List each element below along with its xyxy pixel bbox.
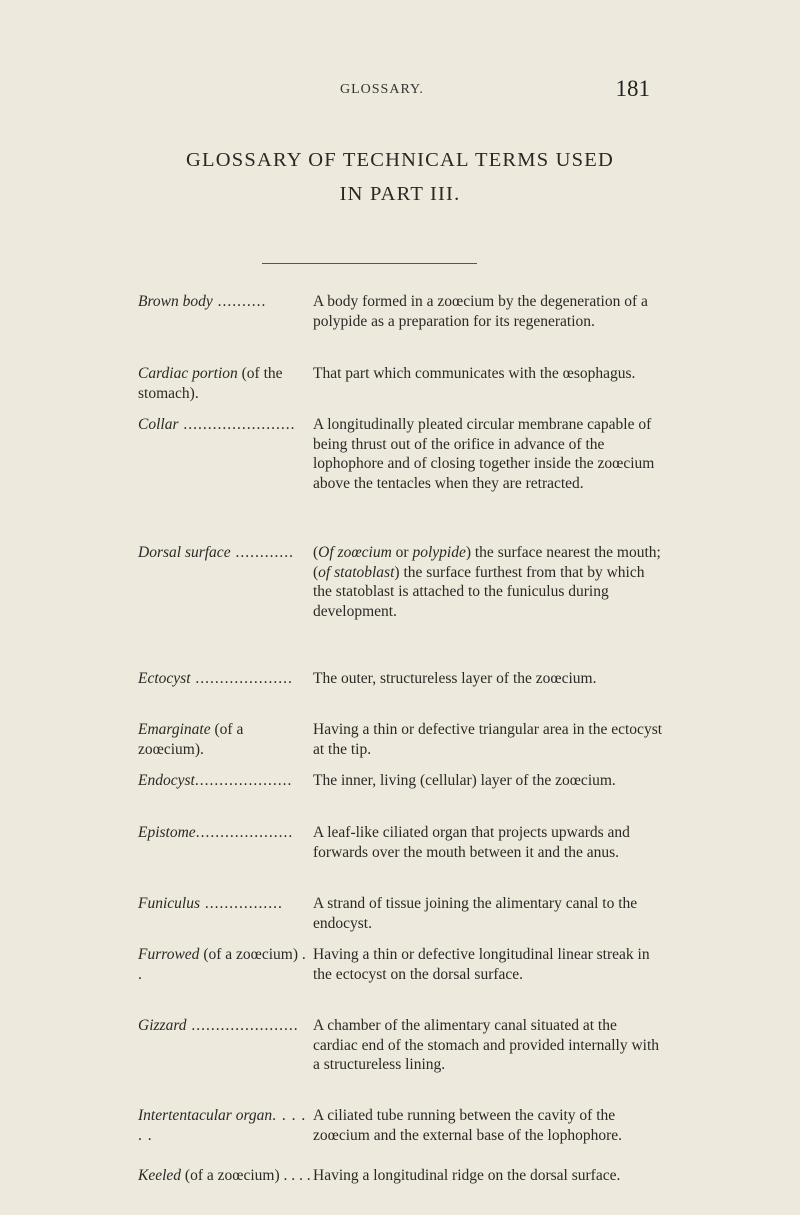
title-rule bbox=[262, 263, 477, 264]
entry-definition: A chamber of the alimentary canal situated at the cardiac end of the stomach and provided internally with a structureless lining. bbox=[313, 1017, 660, 1073]
entry-definition: The inner, living (cellular) layer of the zoœcium. bbox=[313, 772, 616, 789]
running-head bbox=[0, 76, 800, 100]
entry-term: Intertentacular organ. . . . . . bbox=[138, 1107, 307, 1144]
page-title-line-2: IN PART III. bbox=[339, 183, 461, 205]
entry-definition: A body formed in a zoœcium by the degeneration of a polypide as a preparation for its regeneration. bbox=[313, 293, 648, 330]
entry-definition: A longitudinally pleated circular membrane capable of being thrust out of the orifice in advance of the lophophore and of closing together inside the zoœcium above the tentacles when they are retracted. bbox=[313, 416, 655, 492]
running-head-title: GLOSSARY. bbox=[340, 82, 424, 97]
entry-definition: A ciliated tube running between the cavity of the zoœcium and the external base of the lophophore. bbox=[313, 1107, 623, 1144]
entry-term: Gizzard ...................... bbox=[138, 1017, 299, 1034]
entry-definition: A strand of tissue joining the alimentary canal to the endocyst. bbox=[313, 895, 638, 932]
entry-term: Collar ....................... bbox=[138, 416, 296, 433]
entry-term: Funiculus ................ bbox=[138, 895, 283, 912]
page-title-line-1: GLOSSARY OF TECHNICAL TERMS USED bbox=[186, 149, 614, 171]
entry-term: Endocyst.................... bbox=[138, 772, 293, 789]
entry-definition: (Of zoœcium or polypide) the surface nearest the mouth; (of statoblast) the surface furthest from that by which the statoblast is attached to the funiculus during development. bbox=[313, 544, 661, 620]
page-number: 181 bbox=[615, 76, 650, 101]
entry-term: Furrowed (of a zoœcium) . . bbox=[138, 946, 306, 983]
entry-definition: Having a thin or defective longitudinal linear streak in the ectocyst on the dorsal surface. bbox=[313, 946, 650, 983]
entry-definition: Having a longitudinal ridge on the dorsal surface. bbox=[313, 1167, 621, 1184]
entry-term: Epistome.................... bbox=[138, 824, 294, 841]
entry-term: Emarginate (of a zoœcium). bbox=[138, 721, 244, 758]
entry-term: Brown body .......... bbox=[138, 293, 267, 310]
entry-term: Keeled (of a zoœcium) . . . . bbox=[138, 1167, 311, 1184]
entry-term: Cardiac portion (of the stomach). bbox=[138, 365, 283, 402]
entry-definition: The outer, structureless layer of the zoœcium. bbox=[313, 670, 597, 687]
entry-term: Dorsal surface ............ bbox=[138, 544, 294, 561]
page-title bbox=[0, 143, 800, 211]
entry-definition: That part which communicates with the œsophagus. bbox=[313, 365, 636, 382]
entry-definition: A leaf-like ciliated organ that projects upwards and forwards over the mouth between it and the anus. bbox=[313, 824, 630, 861]
entry-definition: Having a thin or defective triangular area in the ectocyst at the tip. bbox=[313, 721, 663, 758]
entry-term: Ectocyst .................... bbox=[138, 670, 293, 687]
